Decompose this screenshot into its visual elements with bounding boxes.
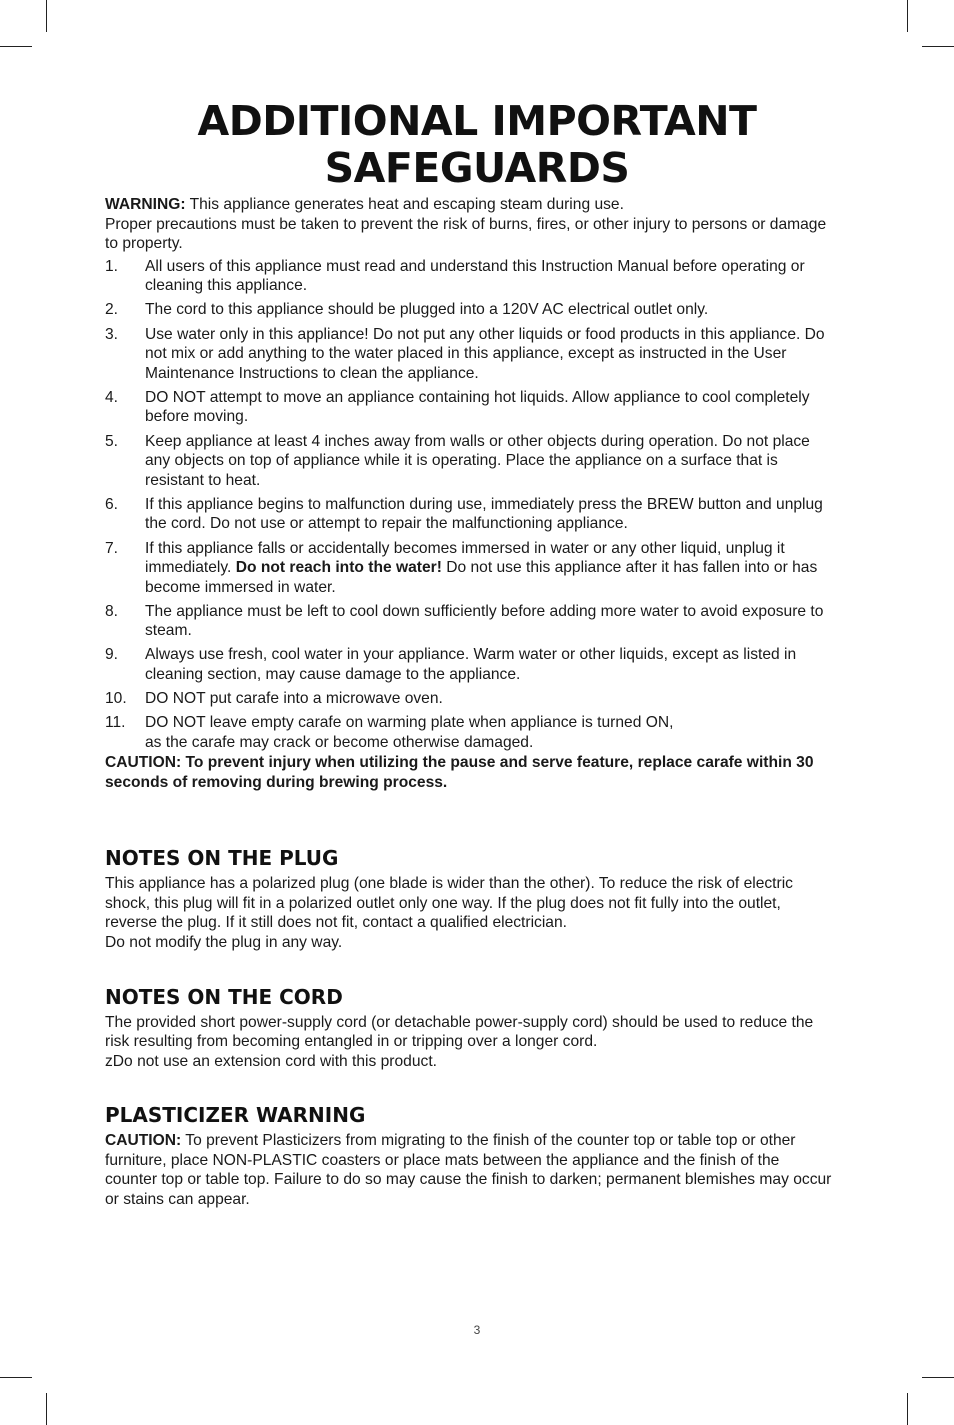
list-item-number: 1. — [105, 257, 119, 275]
list-item-number: 7. — [105, 539, 119, 557]
list-item — [105, 689, 835, 709]
list-item-number: 2. — [105, 301, 119, 319]
warning-label: WARNING: — [105, 196, 186, 213]
cord-heading: NOTES ON THE CORD — [105, 984, 343, 1009]
page-number: 3 — [473, 1323, 481, 1337]
plug-section — [105, 846, 835, 952]
plasticizer-caution-text: To prevent Plasticizers from migrating to the finish of the counter top or table top or other furniture, place NON-PLASTIC coasters or place mats between the appliance and the finish of the counter top or table top. Failure to do so may cause the finish to darken; permanent blemishes may occur or stains can appear. — [105, 1132, 832, 1209]
plasticizer-text — [105, 1131, 835, 1209]
list-item-text: DO NOT attempt to move an appliance containing hot liquids. Allow appliance to cool completely before moving. — [145, 388, 810, 426]
plasticizer-section — [105, 1103, 835, 1209]
list-item-number: 10. — [105, 690, 127, 708]
cord-text: The provided short power-supply cord (or detachable power-supply cord) should be used to reduce the risk resulting from becoming entangled in or tripping over a longer cord. — [105, 1013, 814, 1051]
list-item-text: All users of this appliance must read and understand this Instruction Manual before operating or cleaning this appliance. — [145, 257, 805, 295]
warning-intro — [105, 195, 835, 254]
list-item-text: The appliance must be left to cool down sufficiently before adding more water to avoid exposure to steam. — [145, 602, 824, 640]
list-item — [105, 645, 835, 684]
list-item-text — [145, 713, 835, 752]
list-item — [105, 539, 835, 598]
crop-mark — [0, 1377, 32, 1378]
list-item-text-part: Do not use this appliance after it has fallen into or has become immersed in water. — [145, 559, 818, 596]
list-item — [105, 495, 835, 534]
plasticizer-heading: PLASTICIZER WARNING — [105, 1103, 366, 1128]
crop-mark — [922, 1377, 954, 1378]
page-title — [0, 98, 954, 192]
list-item-number: 11. — [105, 714, 126, 732]
list-item-number: 8. — [105, 602, 119, 620]
list-item-text-part: If this appliance falls or accidentally becomes immersed in water or any other liquid, unplug it immediately. — [145, 539, 785, 577]
warning-line — [105, 195, 835, 215]
list-item-number: 6. — [105, 495, 119, 513]
crop-mark — [0, 46, 32, 47]
list-item — [105, 602, 835, 641]
list-item-text-part: as the carafe may crack or become otherwise damaged. — [145, 733, 534, 751]
list-item — [105, 713, 835, 752]
list-item-text-part: DO NOT leave empty carafe on warming plate when appliance is turned ON, — [145, 714, 674, 732]
list-item — [105, 257, 835, 296]
list-item-emphasis: Do not reach into the water! — [235, 559, 442, 577]
plug-text: This appliance has a polarized plug (one blade is wider than the other). To reduce the risk of electric shock, this plug will fit in a polarized outlet only one way. If the plug does not fit fully into the outlet, reverse the plug. If it still does not fit, contact a qualified electrician. — [105, 875, 793, 932]
list-item-number: 4. — [105, 388, 119, 406]
list-item — [105, 300, 835, 320]
list-item-text: Always use fresh, cool water in your appliance. Warm water or other liquids, except as listed in cleaning section, may cause damage to the appliance. — [145, 646, 797, 684]
cord-section — [105, 985, 835, 1072]
caution-note: CAUTION: To prevent injury when utilizing the pause and serve feature, replace carafe within 30 seconds of removing during brewing process. — [105, 753, 814, 791]
crop-mark — [46, 1393, 47, 1425]
list-item-text: If this appliance begins to malfunction during use, immediately press the BREW button and unplug the cord. Do not use or attempt to repair the malfunctioning appliance. — [145, 495, 823, 533]
list-item — [105, 325, 835, 384]
list-item-number: 9. — [105, 646, 119, 664]
cord-text-2: zDo not use an extension cord with this product. — [105, 1052, 437, 1070]
crop-mark — [46, 0, 47, 32]
warning-text: This appliance generates heat and escaping steam during use. — [185, 196, 624, 213]
list-item-number: 3. — [105, 325, 119, 343]
document-body — [105, 195, 835, 1210]
crop-mark — [922, 46, 954, 47]
list-item — [105, 388, 835, 427]
list-item — [105, 432, 835, 491]
plasticizer-caution-label: CAUTION: — [105, 1132, 182, 1150]
plug-text-2: Do not modify the plug in any way. — [105, 933, 343, 951]
list-item-text: Use water only in this appliance! Do not put any other liquids or food products in this appliance. Do not mix or add anything to the water placed in this appliance, except as instructed in the User Maintenance Instructions to clean the appliance. — [145, 325, 825, 382]
safeguard-list — [105, 257, 835, 753]
warning-precautions: Proper precautions must be taken to prevent the risk of burns, fires, or other injury to persons or damage to property. — [105, 215, 827, 253]
crop-mark — [907, 0, 908, 32]
crop-mark — [907, 1393, 908, 1425]
plug-heading: NOTES ON THE PLUG — [105, 846, 339, 871]
list-item-number: 5. — [105, 432, 119, 450]
list-item-text: DO NOT put carafe into a microwave oven. — [145, 690, 443, 708]
page-title-line2: SAFEGUARDS — [324, 144, 630, 192]
list-item-text: Keep appliance at least 4 inches away from walls or other objects during operation. Do not place any objects on top of appliance while it is operating. Place the appliance on a surface that is resistant to heat. — [145, 432, 810, 489]
list-item-text — [145, 539, 835, 598]
list-item-text: The cord to this appliance should be plugged into a 120V AC electrical outlet only. — [145, 301, 709, 319]
page-title-line1: ADDITIONAL IMPORTANT — [197, 97, 757, 145]
